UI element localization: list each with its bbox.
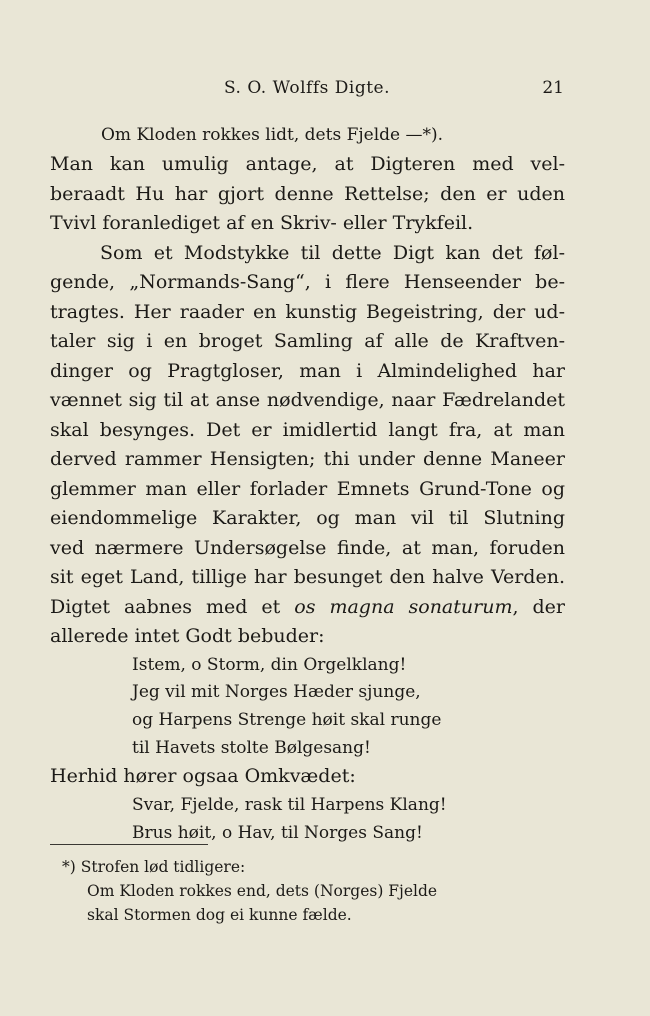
poem-line: Istem, o Storm, din Orgelklang!: [132, 654, 407, 675]
poem-line: til Havets stolte Bølgesang!: [132, 737, 371, 758]
text-line: eiendommelige Karakter, og man vil til Slutning: [50, 507, 565, 529]
text-line-with-italic: [50, 593, 565, 623]
poem-line: og Harpens Strenge høit skal runge: [132, 709, 442, 730]
text-line: Man kan umulig antage, at Digteren med vel-: [50, 153, 565, 175]
text-line: sit eget Land, tillige har besunget den halve Verden.: [50, 566, 565, 588]
poem-line: Jeg vil mit Norges Hæder sjunge,: [132, 682, 421, 703]
text-line: gende, „Normands-Sang“, i flere Henseender be-: [50, 271, 565, 293]
text-line: skal besynges. Det er imidlertid langt fra, at man: [50, 418, 565, 441]
poem-refrain: [50, 792, 565, 847]
running-title: S. O. Wolffs Digte.: [223, 78, 391, 98]
latin-phrase: os magna sonaturum: [294, 595, 513, 618]
footnote-marker: *): [62, 858, 76, 876]
page-number: 21: [542, 78, 564, 98]
text-line: tragtes. Her raader en kunstig Begeistring, der ud-: [50, 300, 565, 323]
poem-stanza: [50, 652, 565, 763]
text-line: vænnet sig til at anse nødvendige, naar Fædrelandet: [50, 389, 565, 411]
text-line: allerede intet Godt bebuder:: [50, 625, 325, 647]
text-line: derved rammer Hensigten; thi under denne Maneer: [50, 448, 565, 470]
poem-line: Brus høit, o Hav, til Norges Sang!: [132, 822, 423, 843]
footnote-line: skal Stormen dog ei kunne fælde.: [87, 906, 352, 924]
footnote: [62, 855, 532, 927]
main-text: [50, 120, 565, 847]
text-line: glemmer man eller forlader Emnets Grund-Tone og: [50, 477, 565, 500]
footnote-intro-text: Strofen lød tidligere:: [80, 858, 246, 876]
text-line: dinger og Pragtgloser, man i Almindelighed har: [50, 359, 565, 382]
paragraph-1: [50, 150, 565, 239]
text-span: Digtet aabnes med et: [50, 595, 281, 618]
text-line: Tvivl foranlediget af en Skriv- eller Trykfeil.: [50, 212, 474, 234]
paragraph-2: [50, 239, 565, 652]
running-header: [50, 78, 564, 104]
text-line: Som et Modstykke til dette Digt kan det føl-: [100, 241, 565, 264]
text-span: , der: [512, 595, 565, 618]
opening-quote: Om Kloden rokkes lidt, dets Fjelde —*).: [101, 125, 444, 145]
footnote-line: Om Kloden rokkes end, dets (Norges) Fjelde: [87, 882, 438, 900]
text-line: ved nærmere Undersøgelse finde, at man, foruden: [50, 536, 565, 559]
footnote-divider: [50, 844, 208, 845]
text-line: taler sig i en broget Samling af alle de Kraftven-: [50, 330, 565, 352]
footnote-intro: [62, 855, 532, 879]
text-line: beraadt Hu har gjort denne Rettelse; den er uden: [50, 182, 565, 205]
poem-line: Svar, Fjelde, rask til Harpens Klang!: [132, 794, 447, 815]
transition-line: Herhid hører ogsaa Omkvædet:: [50, 765, 356, 788]
